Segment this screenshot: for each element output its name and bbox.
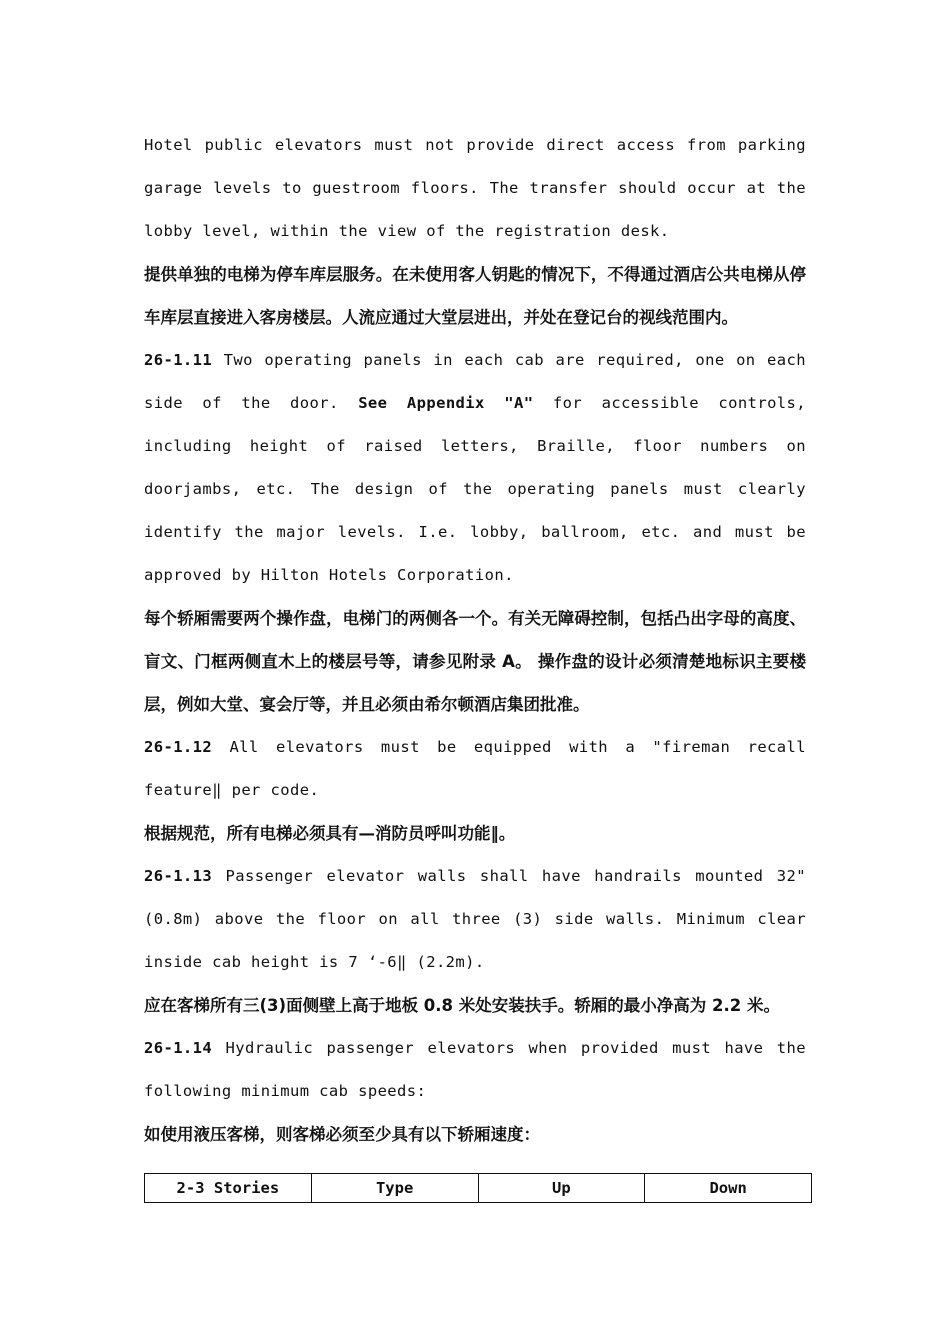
section-26-1-14-zh: 如使用液压客梯，则客梯必须至少具有以下轿厢速度： [144,1125,540,1144]
section-text: for accessible controls, including height of raised letters, Braille, floor numbers on doorjambs, etc. The design of the operating panels must clearly identify the major levels. I.e. lobby, ballroom, etc. and must be approved by Hilton Hotels Corporation. [144,394,806,584]
section-text: Passenger elevator walls shall have handrails mounted 32" (0.8m) above the floor on all three (3) side walls. Minimum clear inside cab height is 7 ‘-6‖ (2.2m). [144,867,806,971]
section-text: Two operating panels in each cab are required, one on each side of the door. [144,351,806,412]
section-26-1-13-zh: 应在客梯所有三(3)面侧壁上高于地板 0.8 米处安装扶手。轿厢的最小净高为 2.2 米。 [144,996,780,1015]
table-header-cell: Type [311,1174,478,1203]
section-26-1-13 [144,855,806,984]
section-26-1-12 [144,726,806,812]
section-26-1-12-zh: 根据规范，所有电梯必须具有—消防员呼叫功能‖。 [144,824,516,843]
section-26-1-11 [144,339,806,597]
paragraph-garage-access: Hotel public elevators must not provide direct access from parking garage levels to guestroom floors. The transfer should occur at the lobby level, within the view of the registration desk. [144,136,806,240]
appendix-reference: See Appendix "A" [358,394,534,412]
table-header-cell: Down [645,1174,812,1203]
section-number: 26-1.13 [144,867,213,885]
section-number: 26-1.12 [144,738,213,756]
section-26-1-11-zh: 每个轿厢需要两个操作盘，电梯门的两侧各一个。有关无障碍控制，包括凸出字母的高度、盲文、门框两侧直木上的楼层号等，请参见附录 A。 操作盘的设计必须清楚地标识主要楼层，例如大堂、宴会厅等，并且必须由希尔顿酒店集团批准。 [144,609,806,714]
section-number: 26-1.14 [144,1039,213,1057]
section-text: All elevators must be equipped with a "fireman recall feature‖ per code. [144,738,806,799]
paragraph-garage-access-zh: 提供单独的电梯为停车库层服务。在未使用客人钥匙的情况下，不得通过酒店公共电梯从停车库层直接进入客房楼层。人流应通过大堂层进出，并处在登记台的视线范围内。 [144,265,806,327]
table-header-cell: 2-3 Stories [145,1174,312,1203]
table-header-cell: Up [478,1174,645,1203]
cab-speed-table [144,1173,812,1203]
section-text: Hydraulic passenger elevators when provided must have the following minimum cab speeds: [144,1039,806,1100]
section-number: 26-1.11 [144,351,213,369]
section-26-1-14 [144,1027,806,1113]
table-header-row [145,1174,812,1203]
document-body [144,124,806,1156]
